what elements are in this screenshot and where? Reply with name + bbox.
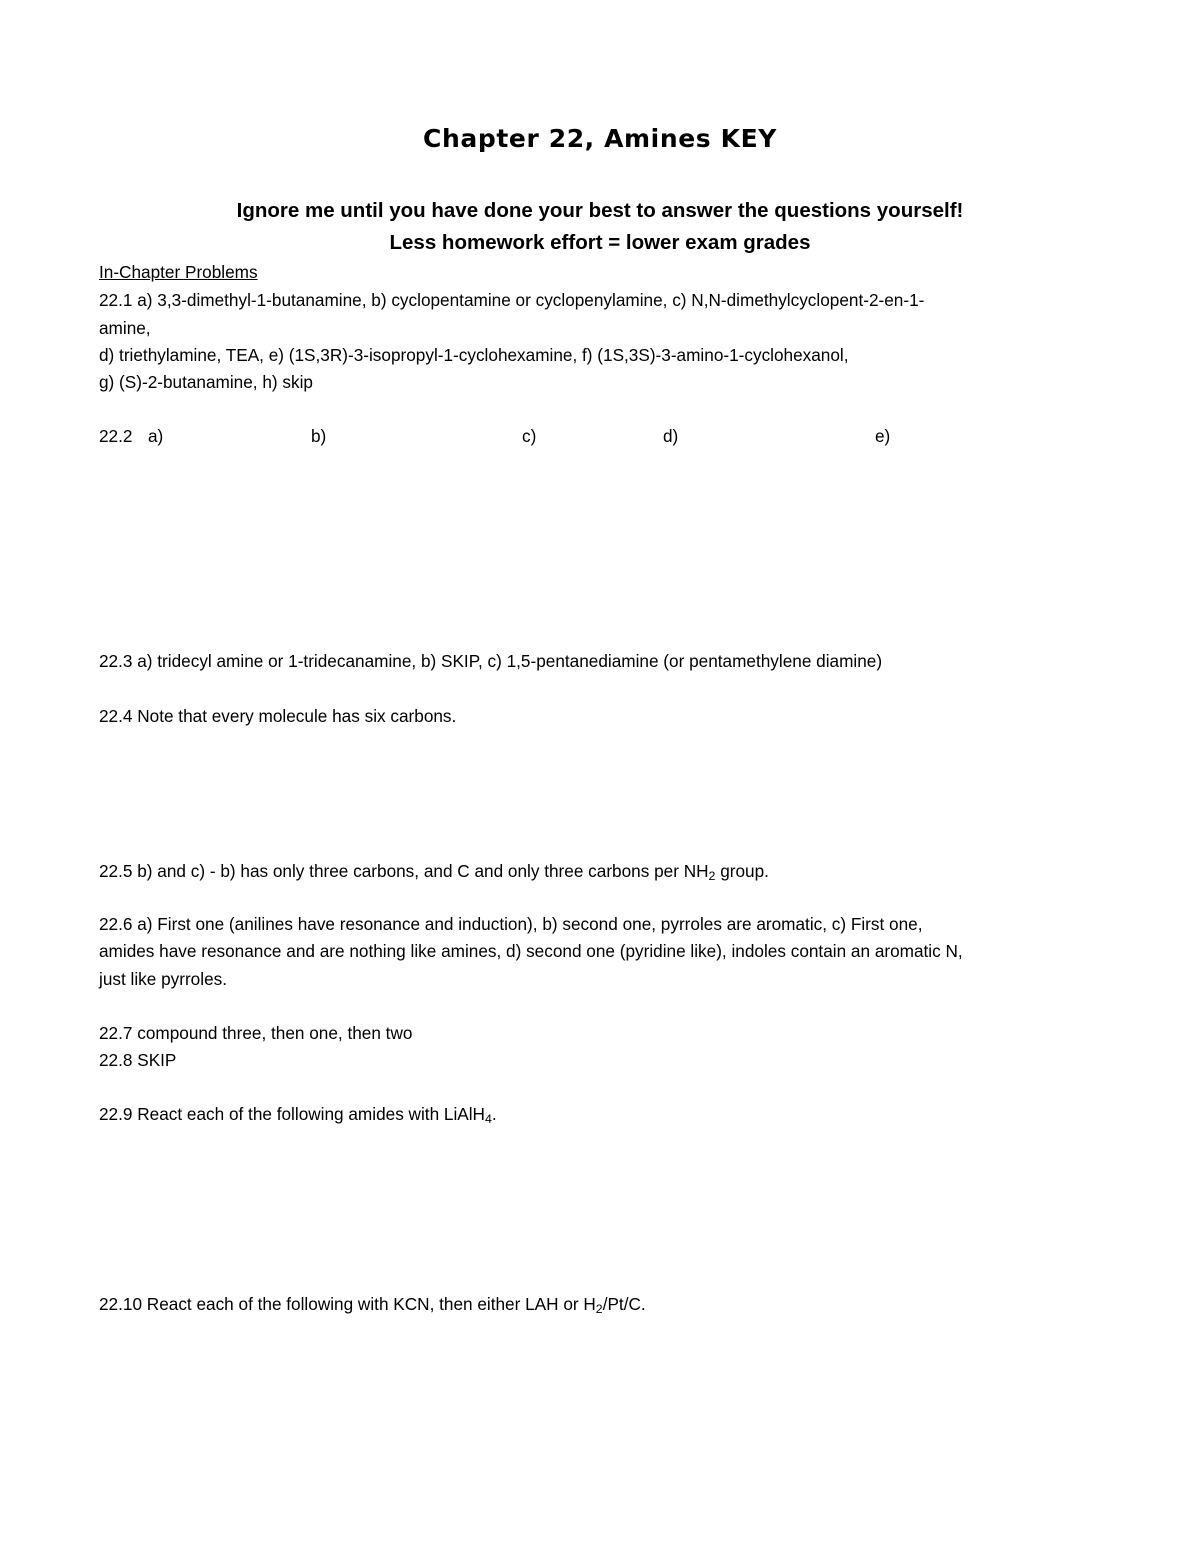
problem-22-3: 22.3 a) tridecyl amine or 1-tridecanamine, b) SKIP, c) 1,5-pentanediamine (or pentamethylene diamine) — [99, 651, 883, 671]
problem-22-1-line4: g) (S)-2-butanamine, h) skip — [99, 372, 313, 392]
problem-22-7: 22.7 compound three, then one, then two — [99, 1023, 413, 1043]
problem-22-2-number: 22.2 — [99, 426, 133, 446]
problem-22-2-label-c: c) — [522, 426, 537, 446]
problem-22-10-text: 22.10 React each of the following with KCN, then either LAH or H — [99, 1294, 596, 1314]
subscript: 2 — [708, 869, 716, 884]
problem-22-10 — [99, 1294, 646, 1317]
subtitle-effort: Less homework effort = lower exam grades — [389, 231, 811, 254]
problem-22-6-line2: amides have resonance and are nothing like amines, d) second one (pyridine like), indoles contain an aromatic N, — [99, 941, 963, 961]
problem-22-2-label-e: e) — [875, 426, 891, 446]
problem-22-6-line3: just like pyrroles. — [99, 969, 227, 989]
problem-22-1-line3: d) triethylamine, TEA, e) (1S,3R)-3-isopropyl-1-cyclohexamine, f) (1S,3S)-3-amino-1-cyclohexanol, — [99, 345, 849, 365]
problem-22-1-line2: amine, — [99, 318, 151, 338]
problem-22-10-tail: /Pt/C. — [602, 1294, 646, 1314]
problem-22-6-line1: 22.6 a) First one (anilines have resonance and induction), b) second one, pyrroles are aromatic, c) First one, — [99, 914, 923, 934]
subscript: 4 — [484, 1112, 492, 1127]
problem-22-8: 22.8 SKIP — [99, 1050, 177, 1070]
problem-22-4: 22.4 Note that every molecule has six carbons. — [99, 706, 457, 726]
problem-22-2-label-b: b) — [311, 426, 327, 446]
problem-22-5-text: 22.5 b) and c) - b) has only three carbons, and C and only three carbons per NH — [99, 861, 709, 881]
subscript: 2 — [595, 1302, 603, 1317]
document-title: Chapter 22, Amines KEY — [423, 124, 777, 153]
problem-22-5 — [99, 861, 769, 884]
problem-22-9 — [99, 1104, 497, 1127]
problem-22-9-tail: . — [491, 1104, 497, 1124]
problem-22-2-label-a: a) — [148, 426, 164, 446]
problem-22-2-label-d: d) — [663, 426, 679, 446]
problem-22-5-tail: group. — [715, 861, 769, 881]
problem-22-9-text: 22.9 React each of the following amides with LiAlH — [99, 1104, 485, 1124]
subtitle-warning: Ignore me until you have done your best to answer the questions yourself! — [236, 199, 964, 222]
problem-22-1-line1: 22.1 a) 3,3-dimethyl-1-butanamine, b) cyclopentamine or cyclopenylamine, c) N,N-dimethylcyclopent-2-en-1- — [99, 290, 925, 310]
section-heading: In-Chapter Problems — [99, 262, 258, 282]
